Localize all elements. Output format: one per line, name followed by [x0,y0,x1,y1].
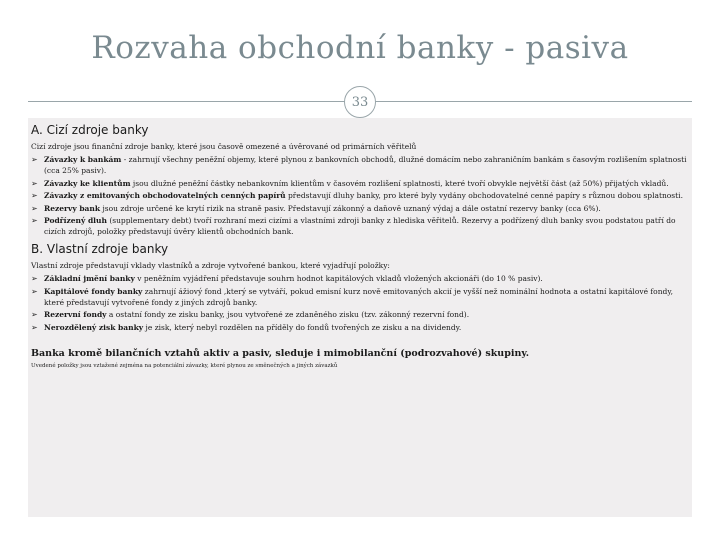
arrow-bullet-icon: ➢ [31,155,38,164]
arrow-bullet-icon: ➢ [31,191,38,200]
arrow-bullet-icon: ➢ [31,310,38,319]
summary-statement: Banka kromě bilančních vztahů aktiv a pasiv, sleduje i mimobilanční (podrozvahové) skupiny. [31,347,530,359]
section-b-list [31,273,689,333]
item-text: (supplementary debt) tvoří rozhraní mezi cizími a vlastními zdroji banky z hlediska věřitelů. Rezervy a podřízený dluh banky svou podstatou patří do cizích zdrojů, položky představují úvěry klientů obchodních bank. [44,216,676,236]
arrow-bullet-icon: ➢ [31,322,38,332]
section-a-heading: A. Cizí zdroje banky [31,123,149,137]
section-b-heading: B. Vlastní zdroje banky [31,242,169,256]
item-term: Nerozdělený zisk banky [44,322,144,332]
item-text: - zahrnují všechny peněžní objemy, které plynou z bankovních obchodů, dlužné domácím nebo zahraničním bankám s časovým rozlišením splatnosti (cca 25% pasiv). [44,155,687,175]
list-item [31,178,689,189]
item-term: Základní jmění banky [44,274,135,283]
item-term: Rezervy bank [44,203,101,213]
item-text: v peněžním vyjádření představuje souhrn hodnot kapitálových vkladů vložených akcionáři (do 10 % pasiv). [134,274,543,283]
list-item [31,215,689,237]
item-term: Kapitálové fondy banky [44,286,143,296]
list-item [31,286,689,308]
item-text: a ostatní fondy ze zisku banky, jsou vytvořené ze zdaněného zisku (tzv. zákonný rezervní fond). [106,310,470,319]
list-item [31,190,689,201]
list-item [31,203,689,214]
item-text: jsou zdroje určené ke krytí rizik na straně pasiv. Představují zákonný a daňově uznaný výdaj a dále ostatní rezervy banky (cca 6%). [100,203,601,213]
item-term: Rezervní fondy [44,310,107,319]
item-text: zahrnují ážiový fond ,který se vytváří, pokud emisní kurz nově emitovaných akcií je vyšší než nominální hodnota a ostatní kapitálové fondy, které představují vytvořené fondy z jiných zdrojů banky. [44,286,673,307]
footnote: Uvedené položky jsou vztažené zejména na potenciální závazky, které plynou ze směnečných a jiných závazků [31,362,338,369]
arrow-bullet-icon: ➢ [31,274,38,283]
list-item [31,154,689,176]
arrow-bullet-icon: ➢ [31,178,38,188]
section-a-intro: Cizí zdroje jsou finanční zdroje banky, které jsou časově omezené a úvěrované od primárních věřitelů [31,142,417,151]
list-item [31,322,689,333]
item-term: Závazky ke klientům [44,178,131,188]
item-term: Podřízený dluh [44,216,107,225]
section-b-intro: Vlastní zdroje představují vklady vlastníků a zdroje vytvořené bankou, které vyjadřují položky: [31,261,390,270]
item-text: představují dluhy banky, pro které byly vydány obchodovatelné cenné papíry s různou dobou splatnosti. [285,191,683,200]
slide-title: Rozvaha obchodní banky - pasiva [91,30,629,66]
arrow-bullet-icon: ➢ [31,216,38,225]
slide-content [31,122,689,370]
item-text: je zisk, který nebyl rozdělen na příděly do fondů tvořených ze zisku a na dividendy. [143,322,462,332]
arrow-bullet-icon: ➢ [31,286,38,296]
section-a-list [31,154,689,237]
item-text: jsou dlužné peněžní částky nebankovním klientům v časovém rozlišení splatnosti, které tvoří obvykle největší část (až 50%) přijatých vkladů. [130,178,669,188]
arrow-bullet-icon: ➢ [31,203,38,213]
list-item [31,309,689,320]
item-term: Závazky z emitovaných obchodovatelných cenných papírů [44,191,286,200]
list-item [31,273,689,284]
page-number-badge: 33 [344,86,376,118]
item-term: Závazky k bankám [44,155,122,164]
